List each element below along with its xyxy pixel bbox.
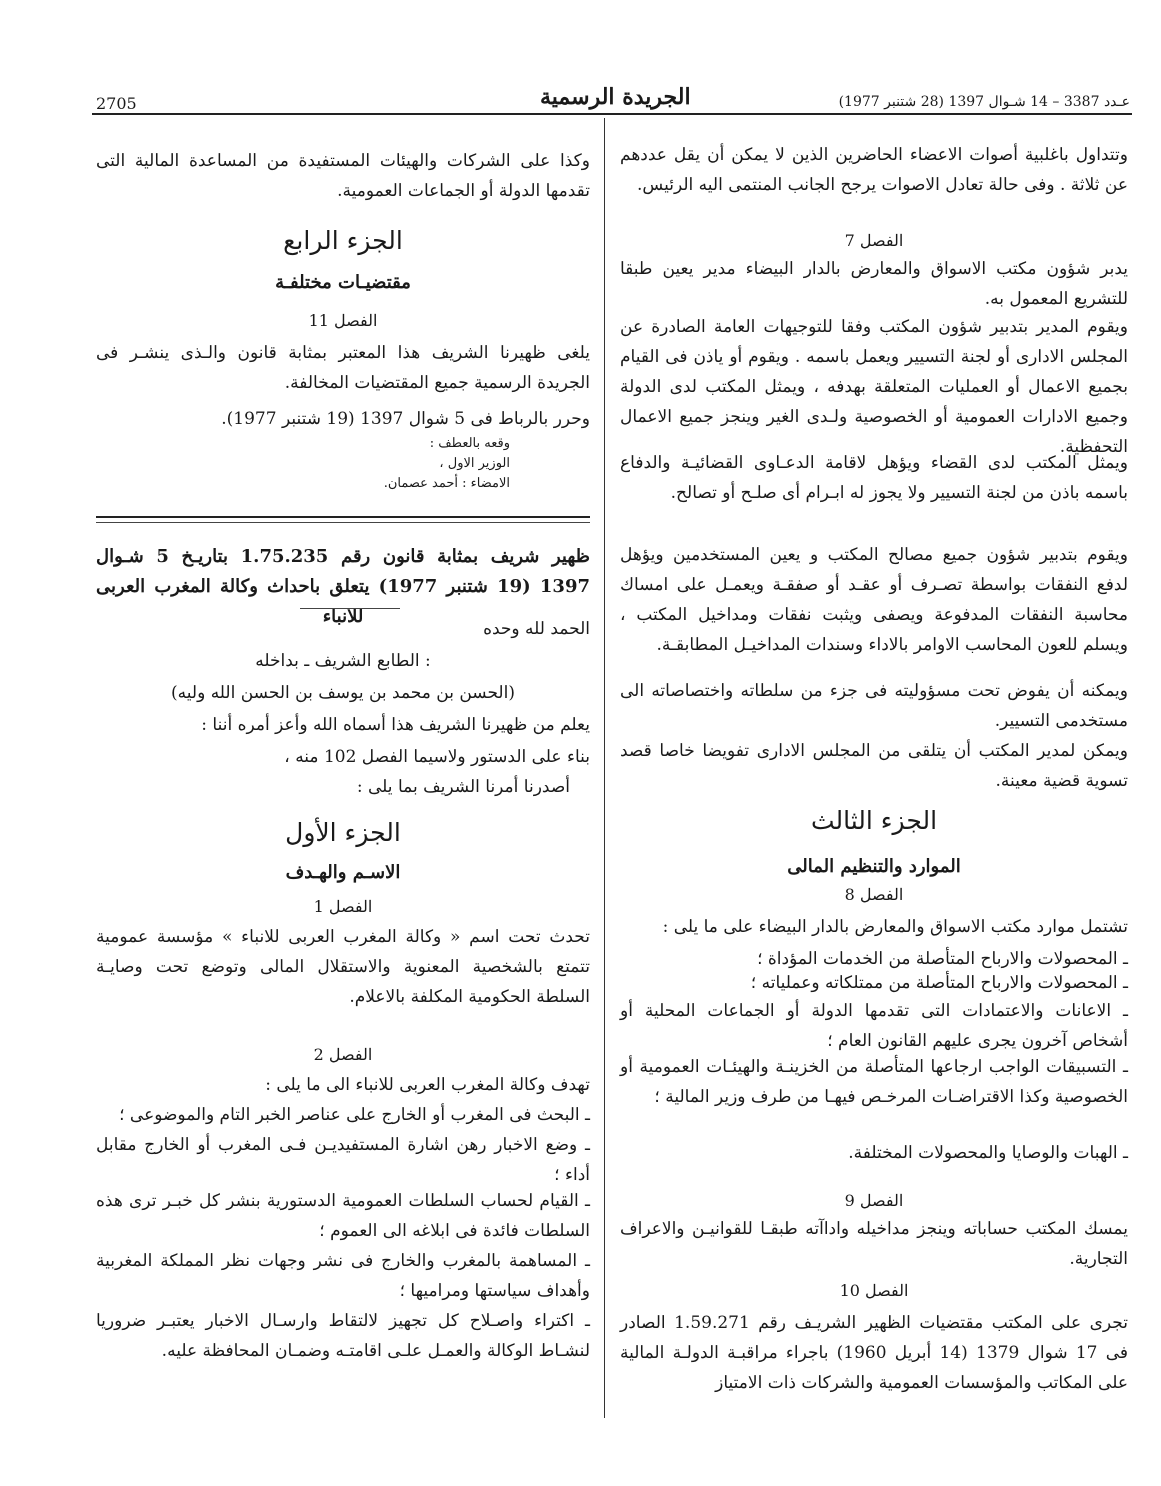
list-item: ـ الاعانات والاعتمادات التى تقدمها الدولة أو الجماعات المحلية أو أشخاص آخرون يجرى عليهم القانون العام ؛ — [620, 1001, 1128, 1051]
paragraph: تهدف وكالة المغرب العربى للانباء الى ما يلى : — [265, 1075, 590, 1095]
article-2-title: الفصل 2 — [313, 1045, 373, 1064]
title-underline — [300, 608, 400, 609]
part-4-title: الجزء الرابع — [283, 226, 403, 255]
paragraph: ويمثل المكتب لدى القضاء ويؤهل لاقامة الدعـاوى القضائيـة والدفاع باسمه باذن من لجنة التسيير ولا يجوز له ابـرام أى صلـح أو تصالح. — [620, 453, 1128, 503]
paragraph: يعلم من ظهيرنا الشريف هذا أسماه الله وأعز أمره أننا : — [201, 715, 590, 735]
paragraph: تحدث تحت اسم « وكالة المغرب العربى للانباء » مؤسسة عمومية تتمتع بالشخصية المعنوية والاستقلال المالى وتوضع تحت وصايـة السلطة الحكومية المكلفة بالاعلام. — [96, 927, 590, 1007]
dahir-title: ظهير شريف بمثابة قانون رقم 1.75.235 بتاريـخ 5 شـوال 1397 (19 شتنبر 1977) يتعلق باحداث وكالة المغرب العربى للانباء — [96, 546, 590, 627]
part-1-title: الجزء الأول — [285, 818, 401, 847]
part-3-subtitle: الموارد والتنظيم المالى — [787, 856, 961, 877]
list-item: ـ المحصولات والارباح المتأصلة من الخدمات المؤداة ؛ — [757, 949, 1128, 969]
page-number: 2705 — [96, 94, 137, 113]
part-3-title: الجزء الثالث — [810, 806, 938, 835]
section-rule — [96, 522, 590, 523]
signature-line: وقعه بالعطف : — [429, 436, 510, 451]
column-divider — [604, 118, 605, 1418]
seal-line: الطابع الشريف ـ بداخله : — [255, 651, 431, 671]
praise-line: الحمد لله وحده — [483, 619, 590, 639]
paragraph: بناء على الدستور ولاسيما الفصل 102 منه ، — [284, 747, 590, 767]
paragraph: أصدرنا أمرنا الشريف بما يلى : — [356, 777, 570, 797]
list-item: ـ القيام لحساب السلطات العمومية الدستورية بنشر كل خبـر ترى هذه السلطات فائدة فى ابلاغه الى العموم ؛ — [96, 1191, 590, 1241]
header-rule — [92, 113, 1132, 115]
paragraph: ويقوم المدير بتدبير شؤون المكتب وفقا للتوجيهات العامة الصادرة عن المجلس الادارى أو لجنة التسيير ويعمل باسمه . ويقوم أو ياذن فى القيام بجميع الاعمال أو العمليات المتعلقة بهدفه ، ويمثل المكتب لدى الدولة وجميع الادارات العمومية أو الخصوصية ولـدى الغير وينجز جميع الاعمال التحفظية. — [620, 317, 1128, 457]
article-1-title: الفصل 1 — [313, 897, 373, 916]
paragraph: وتتداول باغلبية أصوات الاعضاء الحاضرين الذين لا يمكن أن يقل عددهم عن ثلاثة . وفى حالة تعادل الاصوات يرجح الجانب المنتمى اليه الرئيس. — [620, 145, 1128, 195]
signed-place-date: وحرر بالرباط فى 5 شوال 1397 (19 شتنبر 1977). — [221, 409, 590, 429]
signature-line: الوزير الاول ، — [439, 456, 510, 471]
signature-line: الامضاء : أحمد عصمان. — [383, 476, 510, 491]
seal-name: (الحسن بن محمد بن يوسف بن الحسن الله وليه) — [171, 683, 515, 703]
section-rule — [96, 516, 590, 518]
paragraph: يمسك المكتب حساباته وينجز مداخيله واداآته طبقـا للقوانيـن والاعراف التجارية. — [620, 1219, 1128, 1269]
paragraph: يدبر شؤون مكتب الاسواق والمعارض بالدار البيضاء مدير يعين طبقا للتشريع المعمول به. — [620, 259, 1128, 309]
list-item: ـ الهبات والوصايا والمحصولات المختلفة. — [848, 1143, 1128, 1163]
part-1-subtitle: الاسـم والهـدف — [285, 862, 401, 883]
issue-line: عـدد 3387 – 14 شـوال 1397 (28 شتنبر 1977) — [838, 94, 1130, 110]
list-item: ـ المحصولات والارباح المتأصلة من ممتلكاته وعملياته ؛ — [750, 973, 1128, 993]
article-9-title: الفصل 9 — [844, 1191, 904, 1210]
paragraph: ويمكنه أن يفوض تحت مسؤوليته فى جزء من سلطاته واختصاصاته الى مستخدمى التسيير. — [620, 681, 1128, 731]
paragraph: ويمكن لمدير المكتب أن يتلقى من المجلس الادارى تفويضا خاصا قصد تسوية قضية معينة. — [620, 741, 1128, 791]
list-item: ـ وضع الاخبار رهن اشارة المستفيديـن فـى المغرب أو الخارج مقابل أداء ؛ — [96, 1135, 590, 1185]
paragraph: وكذا على الشركات والهيئات المستفيدة من المساعدة المالية التى تقدمها الدولة أو الجماعات العمومية. — [96, 151, 590, 201]
gazette-title: الجريدة الرسمية — [540, 84, 691, 110]
paragraph: ويقوم بتدبير شؤون جميع مصالح المكتب و يعين المستخدمين ويؤهل لدفع النفقات بواسطة تصـرف أو عقـد أو صفقـة ويعمـل على امساك محاسبة النفقات المدفوعة ويصفى ويثبت نفقات ومداخيل المكتب ، ويسلم للعون المحاسب الاوامر بالاداء وسندات المداخيـل المطابقـة. — [620, 545, 1128, 655]
paragraph: تجرى على المكتب مقتضيات الظهير الشريـف رقم 1.59.271 الصادر فى 17 شوال 1379 (14 أبريل 1960) باجراء مراقبـة الدولـة المالية على المكاتب والمؤسسات العمومية والشركات ذات الامتياز — [620, 1313, 1129, 1393]
paragraph: تشتمل موارد مكتب الاسواق والمعارض بالدار البيضاء على ما يلى : — [662, 917, 1128, 937]
list-item: ـ اكتراء واصـلاح كل تجهيز لالتقاط وارسـال الاخبار يعتبـر ضروريا لنشـاط الوكالة والعمـل علـى اقامتـه وضمـان المحافظة عليه. — [96, 1311, 590, 1361]
article-8-title: الفصل 8 — [844, 885, 904, 904]
article-7-title: الفصل 7 — [844, 231, 904, 250]
part-4-subtitle: مقتضيـات مختلفـة — [275, 272, 411, 293]
paragraph: يلغى ظهيرنا الشريف هذا المعتبر بمثابة قانون والـذى ينشـر فى الجريدة الرسمية جميع المقتضيات المخالفة. — [96, 343, 590, 393]
list-item: ـ المساهمة بالمغرب والخارج فى نشر وجهات نظر المملكة المغربية وأهداف سياستها ومراميها ؛ — [96, 1251, 590, 1301]
list-item: ـ التسبيقات الواجب ارجاعها المتأصلة من الخزينـة والهيئـات العمومية أو الخصوصية وكذا الاقتراضـات المرخـص فيهـا من طرف وزير المالية ؛ — [620, 1057, 1128, 1107]
article-11-title: الفصل 11 — [308, 311, 378, 330]
list-item: ـ البحث فى المغرب أو الخارج على عناصر الخبر التام والموضوعى ؛ — [119, 1105, 590, 1125]
article-10-title: الفصل 10 — [839, 1281, 909, 1300]
